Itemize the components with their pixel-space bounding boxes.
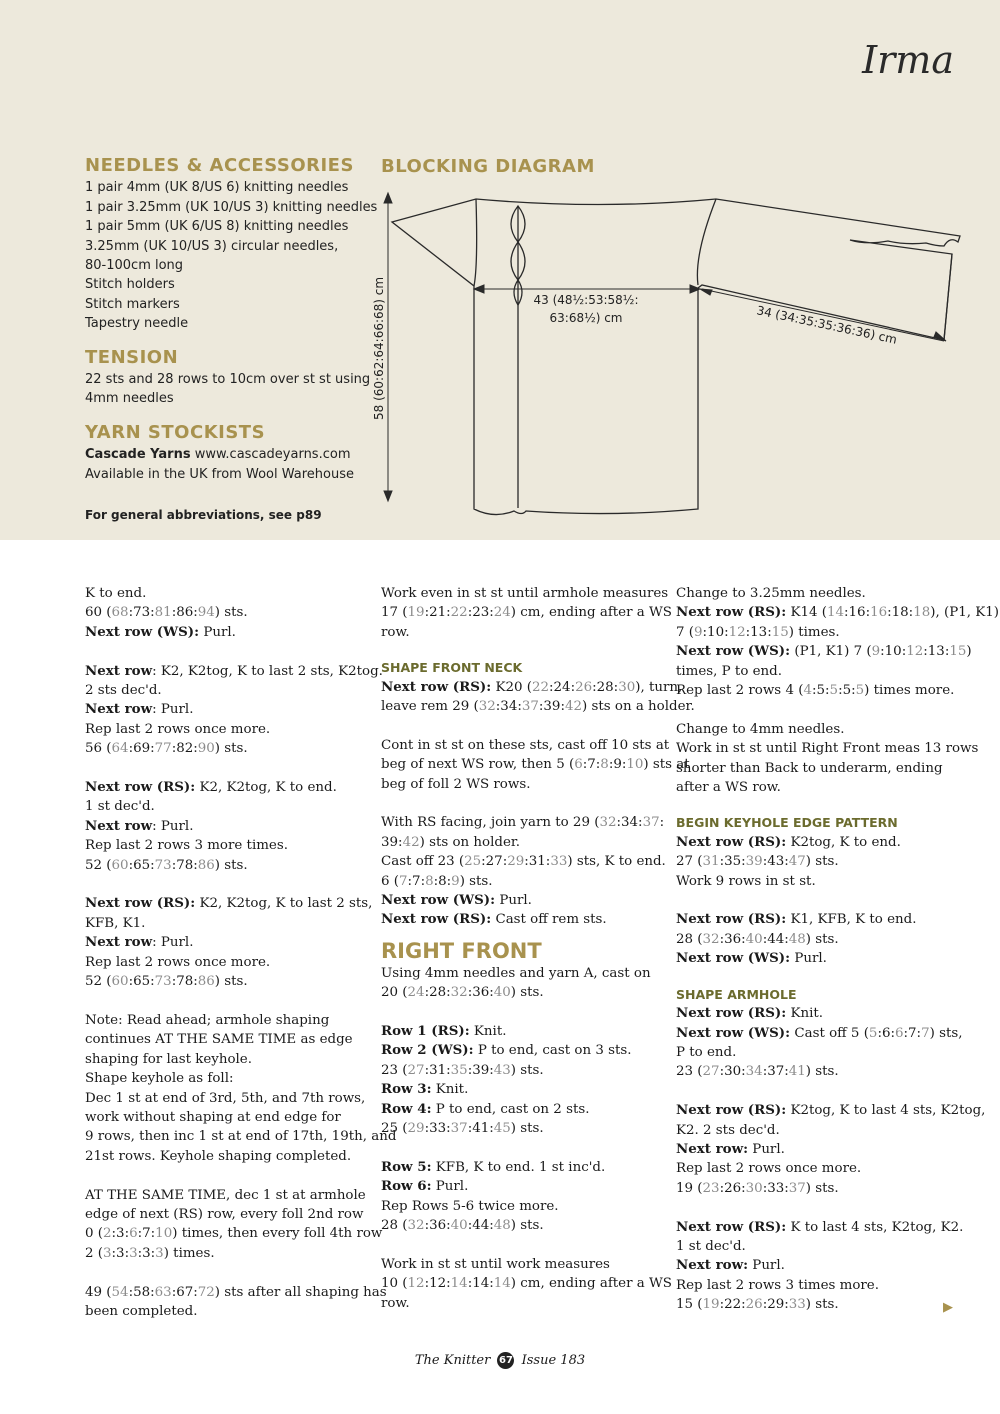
magazine-name: The Knitter <box>414 1353 491 1368</box>
continue-arrow-icon: ▶ <box>943 1300 953 1315</box>
instruction-line: Rep last 2 rows 4 (4:5:5:5:5) times more. <box>676 683 955 699</box>
pattern-column-3 <box>676 584 999 1315</box>
instruction-line: Next row: Purl. <box>676 1140 785 1157</box>
instruction-line: row. <box>381 624 410 640</box>
instruction-line: K to end. <box>85 586 147 601</box>
instruction-line: Note: Read ahead; armhole shaping <box>85 1012 330 1028</box>
page-footer <box>0 1352 1000 1369</box>
instruction-line: Next row (RS): K1, KFB, K to end. <box>676 911 917 928</box>
stitch-count: 52 (60:65:73:78:86) sts. <box>85 974 248 990</box>
instruction-line: With RS facing, join yarn to 29 (32:34:37: <box>381 815 665 831</box>
sleeve-edge <box>944 254 952 340</box>
instruction-line: Next row: Purl. <box>85 701 194 718</box>
instruction-line: Row 5: KFB, K to end. 1 st inc'd. <box>381 1158 606 1175</box>
needles-line: 3.25mm (UK 10/US 3) circular needles, <box>85 238 339 254</box>
instruction-line: 9 rows, then inc 1 st at end of 17th, 19th, and <box>85 1129 397 1145</box>
armhole-seam-right <box>697 199 716 285</box>
diagram-heading: BLOCKING DIAGRAM <box>381 156 595 177</box>
stitch-count: 6 (7:7:8:8:9) sts. <box>381 873 493 889</box>
instruction-line: after a WS row. <box>676 780 781 796</box>
armhole-seam-left <box>474 199 477 286</box>
section-heading-shape-armhole: SHAPE ARMHOLE <box>676 986 797 1002</box>
instruction-line: Next row (WS): Purl. <box>676 950 827 967</box>
stitch-count: 56 (64:69:77:82:90) sts. <box>85 741 248 757</box>
instruction-line: leave rem 29 (32:34:37:39:42) sts on a holder. <box>381 699 695 715</box>
instruction-line: Rep last 2 rows once more. <box>85 954 271 970</box>
instruction-line: Dec 1 st at end of 3rd, 5th, and 7th rows, <box>85 1090 366 1106</box>
instruction-line: shaping for last keyhole. <box>85 1051 252 1067</box>
stitch-count: 2 (3:3:3:3:3) times. <box>85 1245 215 1261</box>
instruction-line: Next row (RS): Knit. <box>676 1005 823 1022</box>
instruction-line: Next row (RS): Cast off rem sts. <box>381 911 607 928</box>
stitch-count: 17 (19:21:22:23:24) cm, ending after a WS <box>381 605 672 621</box>
needles-line: 1 pair 5mm (UK 6/US 8) knitting needles <box>85 219 349 235</box>
instruction-line: continues AT THE SAME TIME as edge <box>85 1032 353 1048</box>
instruction-line: AT THE SAME TIME, dec 1 st at armhole <box>85 1187 366 1203</box>
section-heading-shape-front-neck: SHAPE FRONT NECK <box>381 660 523 676</box>
instruction-line: Next row (RS): K2, K2tog, K to end. <box>85 779 337 796</box>
stitch-count: 10 (12:12:14:14:14) cm, ending after a WS <box>381 1276 672 1292</box>
yarn-stockist-line: Available in the UK from Wool Warehouse <box>85 466 354 482</box>
tension-heading: TENSION <box>85 346 179 368</box>
instruction-line: 1 st dec'd. <box>85 799 155 815</box>
yarn-heading: YARN STOCKISTS <box>85 421 266 443</box>
stitch-count: 15 (19:22:26:29:33) sts. <box>676 1297 839 1313</box>
stitch-count: 28 (32:36:40:44:48) sts. <box>676 931 839 947</box>
instruction-line: Row 1 (RS): Knit. <box>381 1023 507 1040</box>
stitch-count: 20 (24:28:32:36:40) sts. <box>381 985 544 1001</box>
page-number: 67 <box>497 1352 514 1369</box>
needles-line: 1 pair 3.25mm (UK 10/US 3) knitting needles <box>85 199 378 215</box>
sleeve-arrow-left <box>700 289 712 295</box>
width-arrow-left <box>474 285 484 293</box>
section-heading-keyhole-edge: BEGIN KEYHOLE EDGE PATTERN <box>676 815 898 831</box>
stitch-count: 60 (68:73:81:86:94) sts. <box>85 605 248 621</box>
instruction-line: Using 4mm needles and yarn A, cast on <box>381 965 651 981</box>
instruction-line: Next row (RS): K14 (14:16:16:18:18), (P1, K1) <box>676 604 999 621</box>
sleeve-arrow-line <box>702 289 944 341</box>
instruction-line: been completed. <box>85 1303 198 1319</box>
instruction-line: Next row (WS): Cast off 5 (5:6:6:7:7) sts, <box>676 1024 963 1041</box>
instruction-line: 1 st dec'd. <box>676 1238 746 1254</box>
instruction-line: Work in st st until Right Front meas 13 rows <box>676 741 979 757</box>
stitch-count: 7 (9:10:12:13:15) times. <box>676 624 840 640</box>
instruction-line: Next row (RS): K20 (22:24:26:28:30), turn, <box>381 678 683 695</box>
width-label-2: 63:68½) cm <box>549 311 623 325</box>
instruction-line: Rep last 2 rows 3 more times. <box>85 838 288 854</box>
instruction-line: beg of next WS row, then 5 (6:7:8:9:10) sts at <box>381 757 690 773</box>
instruction-line: Row 4: P to end, cast on 2 sts. <box>381 1100 590 1117</box>
instruction-line: Next row (WS): (P1, K1) 7 (9:10:12:13:15) <box>676 643 972 660</box>
stitch-count: 28 (32:36:40:44:48) sts. <box>381 1218 544 1234</box>
stitch-count: 0 (2:3:6:7:10) times, then every foll 4th row <box>85 1226 383 1242</box>
instruction-line: Next row: Purl. <box>85 934 194 951</box>
instruction-line: Rep last 2 rows once more. <box>85 721 271 737</box>
page-title: Irma <box>862 38 954 82</box>
instruction-line: edge of next (RS) row, every foll 2nd row <box>85 1206 364 1222</box>
stitch-count: 25 (29:33:37:41:45) sts. <box>381 1121 544 1137</box>
instruction-line: beg of foll 2 WS rows. <box>381 776 531 792</box>
instruction-line: Work in st st until work measures <box>381 1256 610 1272</box>
instruction-line: Next row (RS): K2tog, K to last 4 sts, K2tog, <box>676 1102 986 1119</box>
length-label: 58 (60:62:64:66:68) cm <box>372 276 386 420</box>
stitch-count: 49 (54:58:63:67:72) sts after all shaping has <box>85 1284 387 1300</box>
instruction-line: Next row (RS): K2tog, K to end. <box>676 833 901 850</box>
instruction-line: Change to 3.25mm needles. <box>676 586 866 601</box>
instruction-line: K2. 2 sts dec'd. <box>676 1122 780 1138</box>
stitch-count: 19 (23:26:30:33:37) sts. <box>676 1180 839 1196</box>
instruction-line: Row 2 (WS): P to end, cast on 3 sts. <box>381 1042 632 1059</box>
stitch-count: 52 (60:65:73:78:86) sts. <box>85 857 248 873</box>
instruction-line: P to end. <box>676 1044 737 1060</box>
instruction-line: Rep Rows 5-6 twice more. <box>381 1198 559 1214</box>
instruction-line: Next row (WS): Purl. <box>381 892 532 909</box>
tension-line: 4mm needles <box>85 391 174 407</box>
needles-heading: NEEDLES & ACCESSORIES <box>85 155 354 176</box>
section-heading-right-front: RIGHT FRONT <box>381 938 542 963</box>
instruction-line: KFB, K1. <box>85 915 146 931</box>
stitch-count: 23 (27:30:34:37:41) sts. <box>676 1064 839 1080</box>
instruction-line: Rep last 2 rows once more. <box>676 1161 862 1177</box>
issue-number: Issue 183 <box>521 1353 586 1368</box>
instruction-line: 39:42) sts on holder. <box>381 834 521 850</box>
instruction-line: Next row: Purl. <box>676 1257 785 1274</box>
instruction-line: Row 6: Purl. <box>381 1178 469 1195</box>
blocking-diagram <box>0 0 1000 540</box>
instruction-line: row. <box>381 1295 410 1311</box>
instruction-line: Next row (RS): K2, K2tog, K to last 2 sts, <box>85 895 373 912</box>
instruction-line: shorter than Back to underarm, ending <box>676 760 943 776</box>
pattern-column-2 <box>381 584 695 1313</box>
instruction-line: Next row: Purl. <box>85 817 194 834</box>
needles-line: 80-100cm long <box>85 258 184 274</box>
instruction-line: Change to 4mm needles. <box>676 721 845 737</box>
sleeve-label: 34 (34:35:35:36:36) cm <box>755 303 899 347</box>
instruction-line: Work 9 rows in st st. <box>676 873 816 889</box>
length-arrow-bottom <box>384 491 392 501</box>
abbreviations-note: For general abbreviations, see p89 <box>85 508 322 522</box>
width-label-1: 43 (48½:53:58½: <box>533 293 639 307</box>
instruction-line: Cast off 23 (25:27:29:31:33) sts, K to end. <box>381 854 666 870</box>
instruction-line: Shape keyhole as foll: <box>85 1071 234 1087</box>
instruction-line: 21st rows. Keyhole shaping completed. <box>85 1148 352 1164</box>
instruction-line: Next row: K2, K2tog, K to last 2 sts, K2tog. <box>85 662 383 679</box>
yarn-brand: Cascade Yarns <box>85 447 191 463</box>
instruction-line: 2 sts dec'd. <box>85 683 162 699</box>
instruction-line: Cont in st st on these sts, cast off 10 sts at <box>381 737 670 753</box>
instruction-line: Next row (WS): Purl. <box>85 623 236 640</box>
pattern-column-1 <box>85 584 397 1321</box>
instruction-line: Row 3: Knit. <box>381 1081 469 1098</box>
instruction-line: Next row (RS): K to last 4 sts, K2tog, K2. <box>676 1218 964 1235</box>
tension-line: 22 sts and 28 rows to 10cm over st st using <box>85 372 371 388</box>
needles-line: Stitch holders <box>85 277 175 293</box>
needles-line: Stitch markers <box>85 296 180 312</box>
instruction-line: Rep last 2 rows 3 times more. <box>676 1277 879 1293</box>
stitch-count: 23 (27:31:35:39:43) sts. <box>381 1062 544 1078</box>
needles-line: 1 pair 4mm (UK 8/US 6) knitting needles <box>85 180 349 196</box>
yarn-url[interactable]: www.cascadeyarns.com <box>190 447 351 463</box>
needles-line: Tapestry needle <box>85 316 189 332</box>
instruction-line: work without shaping at end edge for <box>85 1109 341 1125</box>
length-arrow-top <box>384 193 392 203</box>
stitch-count: 27 (31:35:39:43:47) sts. <box>676 854 839 870</box>
instruction-line: Work even in st st until armhole measures <box>381 586 669 601</box>
instruction-line: times, P to end. <box>676 663 783 679</box>
